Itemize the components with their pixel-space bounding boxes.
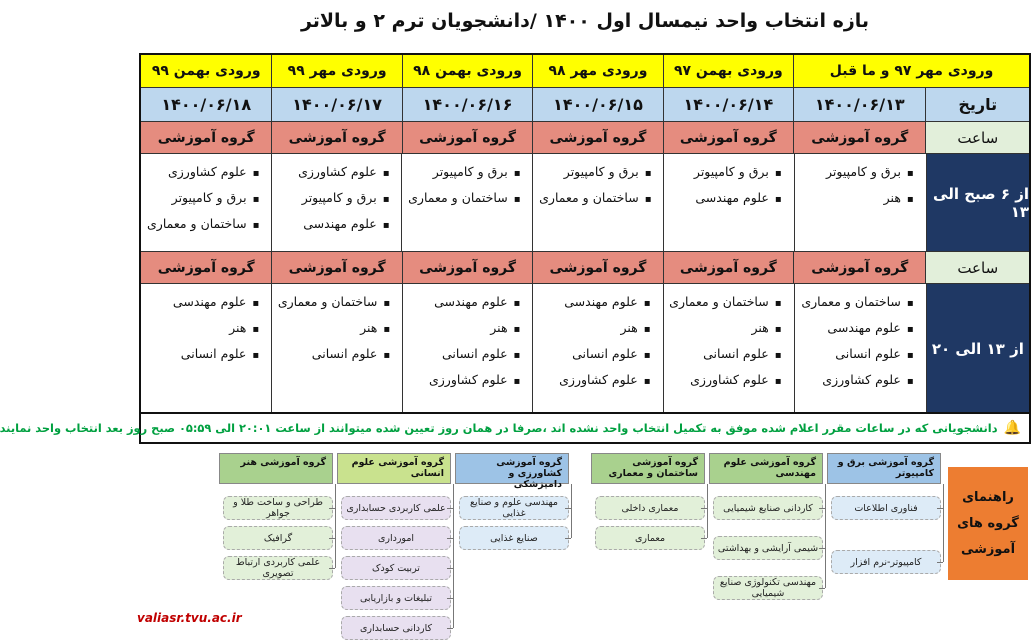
group-program-item: کاردانی صنایع شیمیایی [713,496,823,520]
group-list [664,154,793,212]
connector-line [819,588,825,589]
group-program-item: فناوری اطلاعات [831,496,941,520]
date-cell: ۱۴۰۰/۰۶/۱۳ [793,88,925,121]
list-item: ▪ ساختمان و معماری [408,186,520,212]
group-list [533,154,663,212]
header-entry-1: ورودی مهر ۹۷ و ما قبل [793,55,1029,87]
group-list [795,154,926,212]
header-entry-3: ورودی مهر ۹۸ [532,55,662,87]
hour-label: ساعت [925,252,1029,283]
connector-line [565,538,571,539]
group-program-item: معماری داخلی [595,496,705,520]
group-header: گروه آموزشی برق و کامپیوتر [827,453,941,484]
group-list [402,154,532,212]
group-label: گروه آموزشی [271,252,401,283]
group-list [664,284,794,394]
group-list [403,284,532,394]
header-entry-4: ورودی بهمن ۹۸ [402,55,532,87]
list-item: ▪ برق و کامپیوتر [147,186,259,212]
group-header: گروه آموزشی علوم انسانی [337,453,451,484]
group-label: گروه آموزشی [663,122,793,153]
connector-line [701,538,707,539]
header-entry-6: ورودی بهمن ۹۹ [151,63,261,79]
date-cell: ۱۴۰۰/۰۶/۱۷ [271,88,401,121]
list-item: ▪ ساختمان و معماری [539,186,651,212]
connector-line [447,628,453,629]
group-label: گروه آموزشی [157,129,255,146]
group-header: گروه آموزشی کشاورزی و دامپزشکی [455,453,569,484]
group-program-item: تبلیغات و بازاریابی [341,586,451,610]
group-list [141,284,271,368]
slot-morning-row [141,154,1029,252]
group-row [141,252,1029,284]
group-header: گروه آموزشی هنر [219,453,333,484]
list-item: ▪ ساختمان و معماری [147,212,259,238]
header-entry-5: ورودی مهر ۹۹ [271,55,401,87]
group-label: گروه آموزشی [532,122,662,153]
group-label: گروه آموزشی [271,122,401,153]
table-header-row [141,55,1029,88]
list-item: ▪ علوم مهندسی [539,290,650,316]
group-program-item: شیمی آرایشی و بهداشتی [713,536,823,560]
group-program-item: مهندسی تکنولوژی صنایع شیمیایی [713,576,823,600]
notice-text: دانشجویانی که در ساعات مقرر اعلام شده موفق به تکمیل انتخاب واحد نشده اند ،صرفا در همان روز تعیین شده میتوانند از ساعت ۲۰:۰۱ الی ۰۵:۵۹ صبح روز بعد انتخاب واحد نمایند [0,421,998,435]
connector-line [937,562,943,563]
guide-title: راهنمای گروه های آموزشی [948,467,1028,580]
slot-morning-time: از ۶ صبح الی ۱۳ [926,154,1029,251]
list-item: ▪ علوم انسانی [801,342,914,368]
connector-line [335,484,336,568]
list-item: ▪ علوم انسانی [539,342,650,368]
list-item: ▪ علوم مهندسی [409,290,520,316]
group-program-item: صنایع غذایی [459,526,569,550]
group-program-item: معماری [595,526,705,550]
date-cell: ۱۴۰۰/۰۶/۱۶ [402,88,532,121]
group-program-item: مهندسی علوم و صنایع غذایی [459,496,569,520]
list-item: ▪ علوم کشاورزی [801,368,914,394]
group-label: گروه آموزشی [663,252,793,283]
group-header: گروه آموزشی ساختمان و معماری [591,453,705,484]
list-item: ▪ برق و کامپیوتر [539,160,651,186]
list-item: ▪ علوم مهندسی [801,316,914,342]
list-item: ▪ برق و کامپیوتر [408,160,520,186]
list-item: ▪ علوم انسانی [147,342,259,368]
connector-line [825,484,826,588]
date-row [141,88,1029,122]
list-item: ▪ علوم انسانی [409,342,520,368]
group-program-item: طراحی و ساخت طلا و جواهر [223,496,333,520]
connector-line [943,484,944,562]
connector-line [707,484,708,538]
slot-afternoon-row [141,284,1029,414]
group-label: گروه آموزشی [402,122,532,153]
group-list [141,154,271,238]
list-item: ▪ علوم کشاورزی [670,368,782,394]
header-entry-2: ورودی بهمن ۹۷ [663,55,793,87]
group-row [141,122,1029,154]
group-program-item: گرافیک [223,526,333,550]
list-item: ▪ علوم مهندسی [147,290,259,316]
group-program-item: علمی کاربردی حسابداری [341,496,451,520]
group-label: گروه آموزشی [402,252,532,283]
list-item: ▪ علوم مهندسی [670,186,781,212]
list-item: ▪ علوم کشاورزی [147,160,259,186]
connector-line [571,484,572,538]
group-program-item: کاردانی حسابداری [341,616,451,640]
list-item: ▪ علوم کشاورزی [539,368,650,394]
site-link[interactable]: valiasr.tvu.ac.ir [137,611,242,625]
list-item: ▪ علوم مهندسی [278,212,389,238]
list-item: ▪ هنر [278,316,390,342]
group-label: گروه آموزشی [532,252,662,283]
hour-label: ساعت [925,122,1029,153]
connector-line [453,484,454,628]
date-label: تاریخ [925,88,1029,121]
group-label: گروه آموزشی [157,259,255,276]
date-cell: ۱۴۰۰/۰۶/۱۸ [161,95,252,114]
group-program-item: کامپیوتر-نرم افزار [831,550,941,574]
list-item: ▪ ساختمان و معماری [670,290,782,316]
group-header: گروه آموزشی علوم مهندسی [709,453,823,484]
group-program-item: تربیت کودک [341,556,451,580]
group-list [272,284,402,368]
list-item: ▪ علوم کشاورزی [278,160,389,186]
list-item: ▪ هنر [409,316,520,342]
list-item: ▪ هنر [539,316,650,342]
group-list [533,284,662,394]
list-item: ▪ ساختمان و معماری [801,290,914,316]
list-item: ▪ هنر [670,316,782,342]
list-item: ▪ برق و کامپیوتر [801,160,914,186]
group-program-item: امورداری [341,526,451,550]
list-item: ▪ علوم کشاورزی [409,368,520,394]
date-cell: ۱۴۰۰/۰۶/۱۴ [663,88,793,121]
group-program-item: علمی کاربردی ارتباط تصویری [223,556,333,580]
slot-afternoon-time: از ۱۳ الی ۲۰ [926,284,1029,414]
page-title: بازه انتخاب واحد نیمسال اول ۱۴۰۰ /دانشجویان ترم ۲ و بالاتر [300,10,870,32]
list-item: ▪ هنر [147,316,259,342]
list-item: ▪ هنر [801,186,914,212]
notice-banner [0,412,1031,444]
list-item: ▪ علوم انسانی [670,342,782,368]
group-label: گروه آموزشی [793,122,925,153]
date-cell: ۱۴۰۰/۰۶/۱۵ [532,88,662,121]
bell-icon: 🔔 [1003,420,1021,436]
list-item: ▪ برق و کامپیوتر [670,160,781,186]
connector-line [329,568,335,569]
schedule-table [139,53,1031,416]
list-item: ▪ ساختمان و معماری [278,290,390,316]
group-list [795,284,926,394]
list-item: ▪ علوم انسانی [278,342,390,368]
list-item: ▪ برق و کامپیوتر [278,186,389,212]
group-list [272,154,401,238]
group-label: گروه آموزشی [793,252,925,283]
